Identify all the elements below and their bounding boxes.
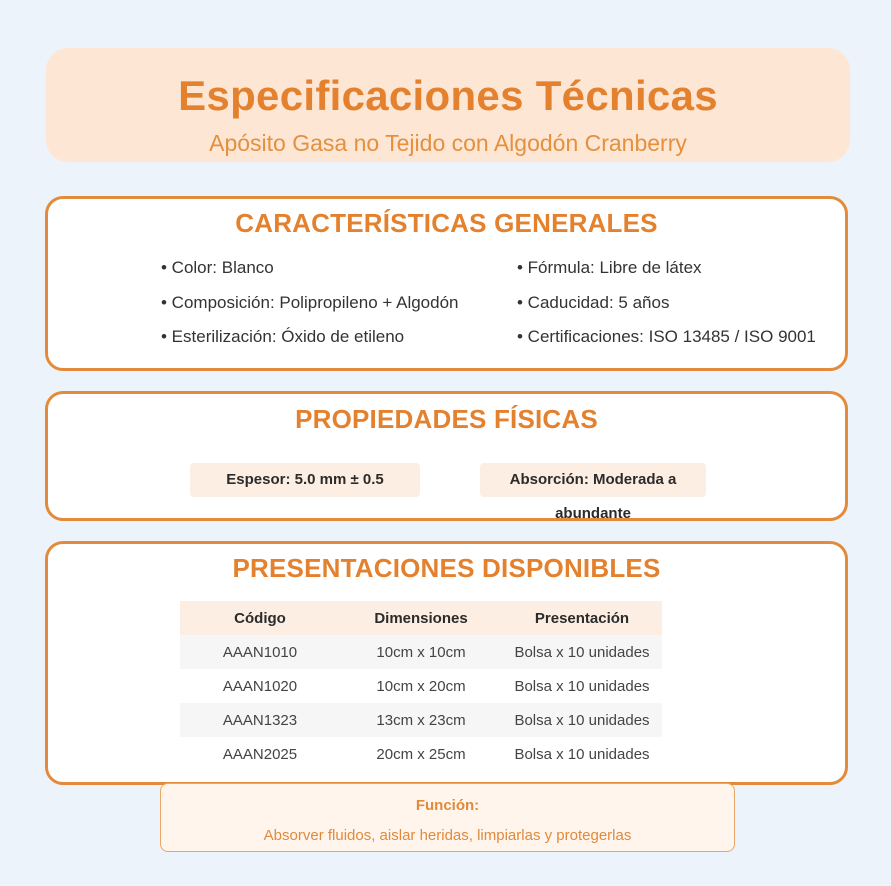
physical-properties-card — [45, 391, 848, 521]
cell-presentation: Bolsa x 10 unidades — [502, 737, 662, 771]
cell-presentation: Bolsa x 10 unidades — [502, 635, 662, 669]
presentations-table — [180, 601, 662, 771]
feature-expiry: • Caducidad: 5 años — [517, 293, 670, 312]
cell-code: AAAN1323 — [180, 703, 340, 737]
page-title: Especificaciones Técnicas — [178, 72, 718, 119]
function-box — [160, 783, 735, 852]
feature-formula: • Fórmula: Libre de látex — [517, 258, 702, 277]
header-banner — [46, 48, 850, 162]
cell-dimensions: 10cm x 20cm — [340, 669, 502, 703]
presentations-title: PRESENTACIONES DISPONIBLES — [232, 553, 661, 583]
feature-color: • Color: Blanco — [161, 258, 274, 277]
table-row — [180, 737, 662, 771]
column-header-code: Código — [180, 601, 340, 635]
feature-composition: • Composición: Polipropileno + Algodón — [161, 293, 459, 312]
cell-presentation: Bolsa x 10 unidades — [502, 703, 662, 737]
cell-code: AAAN1020 — [180, 669, 340, 703]
general-characteristics-title: CARACTERÍSTICAS GENERALES — [235, 208, 658, 238]
table-header-row — [180, 601, 662, 635]
column-header-presentation: Presentación — [502, 601, 662, 635]
function-label: Función: — [415, 797, 480, 814]
cell-code: AAAN2025 — [180, 737, 340, 771]
cell-dimensions: 10cm x 10cm — [340, 635, 502, 669]
product-subtitle: Apósito Gasa no Tejido con Algodón Cranberry — [209, 130, 687, 156]
feature-certifications: • Certificaciones: ISO 13485 / ISO 9001 — [517, 327, 816, 346]
general-characteristics-card — [45, 196, 848, 371]
physical-properties-title: PROPIEDADES FÍSICAS — [295, 404, 598, 434]
presentations-card — [45, 541, 848, 785]
table-row — [180, 669, 662, 703]
cell-dimensions: 20cm x 25cm — [340, 737, 502, 771]
cell-dimensions: 13cm x 23cm — [340, 703, 502, 737]
absorption-badge: Absorción: Moderada a abundante — [480, 463, 706, 497]
cell-presentation: Bolsa x 10 unidades — [502, 669, 662, 703]
feature-sterilization: • Esterilización: Óxido de etileno — [161, 327, 405, 346]
table-row — [180, 703, 662, 737]
thickness-badge: Espesor: 5.0 mm ± 0.5 — [190, 463, 420, 497]
cell-code: AAAN1010 — [180, 635, 340, 669]
function-text: Absorver fluidos, aislar heridas, limpiarlas y protegerlas — [263, 827, 632, 844]
column-header-dimensions: Dimensiones — [340, 601, 502, 635]
table-row — [180, 635, 662, 669]
